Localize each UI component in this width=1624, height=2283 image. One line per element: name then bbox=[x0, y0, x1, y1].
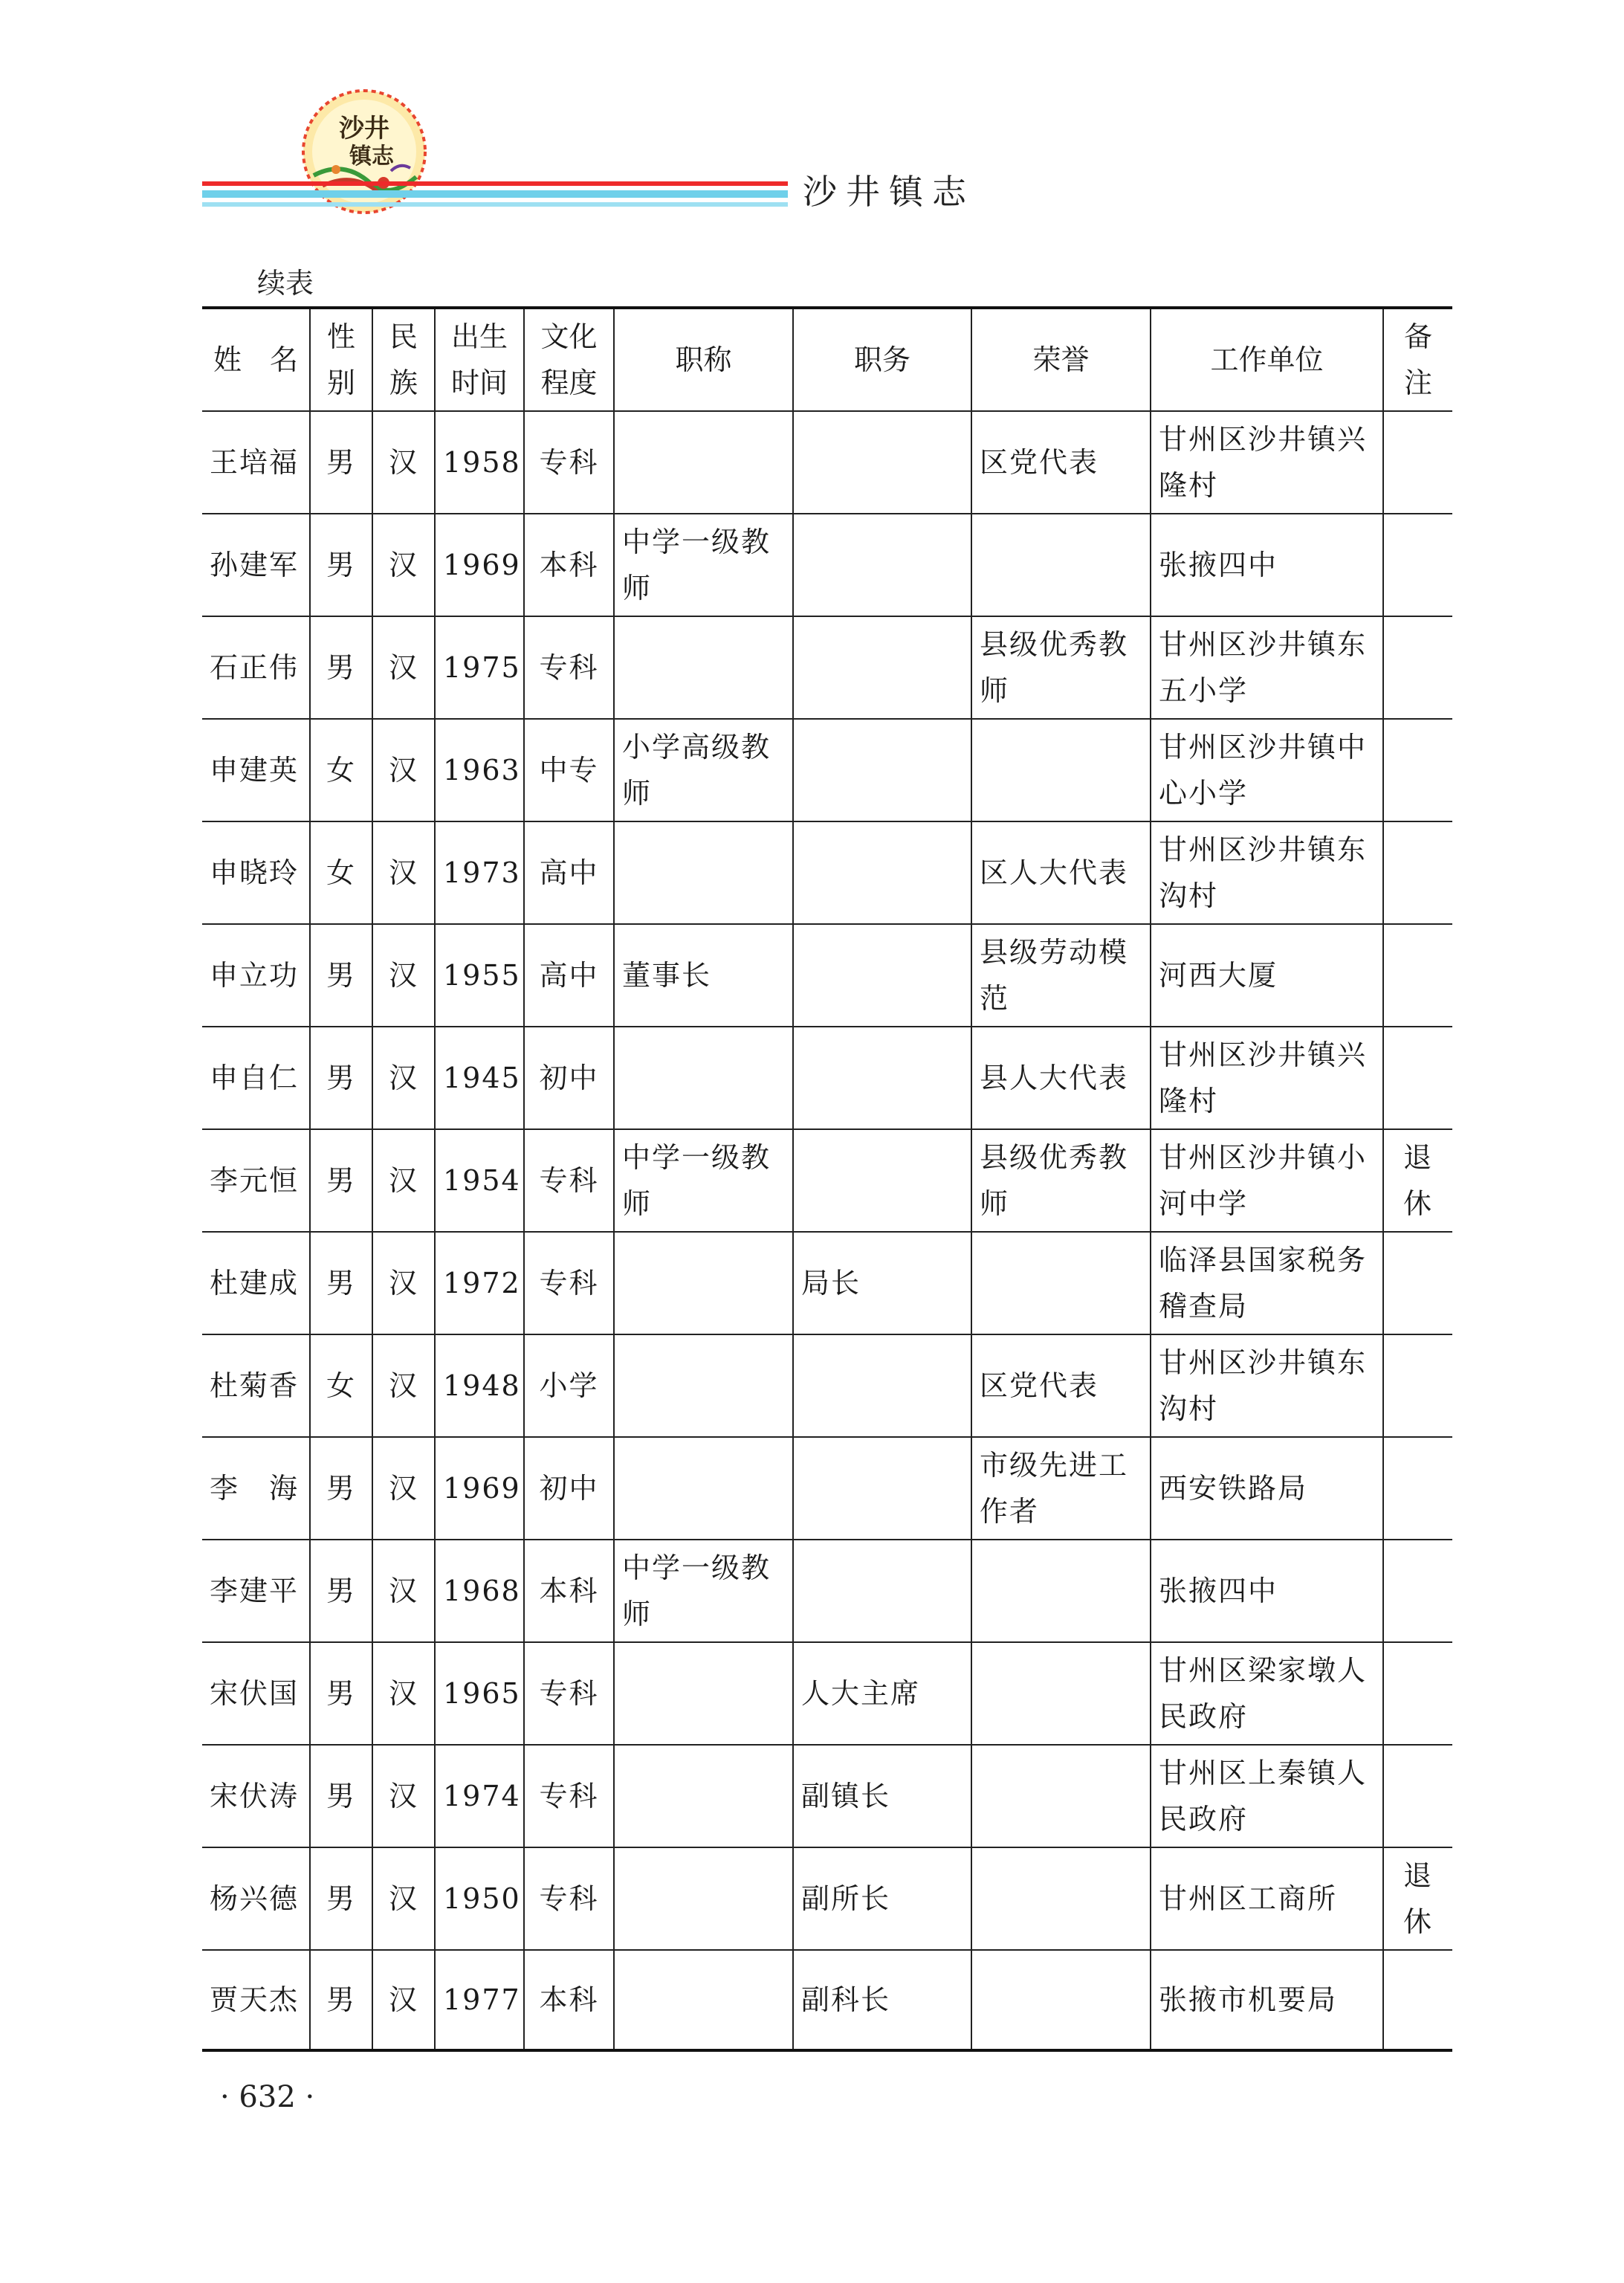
cell-col-remark bbox=[1383, 1745, 1452, 1847]
cell-col-workplace: 甘州区沙井镇中心小学 bbox=[1151, 719, 1383, 821]
cell-col-birth-year: 1974 bbox=[435, 1745, 524, 1847]
cell-col-education: 高中 bbox=[524, 924, 614, 1027]
cell-col-name: 宋伏国 bbox=[202, 1642, 310, 1745]
cell-col-gender: 男 bbox=[310, 1745, 372, 1847]
cell-col-birth-year: 1977 bbox=[435, 1950, 524, 2050]
table-row bbox=[202, 514, 1452, 616]
cell-col-workplace: 西安铁路局 bbox=[1151, 1437, 1383, 1540]
cell-col-education: 本科 bbox=[524, 1950, 614, 2050]
cell-col-title bbox=[614, 1027, 793, 1129]
cell-col-workplace: 甘州区沙井镇东五小学 bbox=[1151, 616, 1383, 719]
cell-col-ethnicity: 汉 bbox=[372, 1745, 435, 1847]
cell-col-gender: 男 bbox=[310, 411, 372, 514]
cell-col-position bbox=[793, 719, 971, 821]
cell-col-honor: 县级优秀教师 bbox=[971, 616, 1151, 719]
cell-col-name: 杜菊香 bbox=[202, 1334, 310, 1437]
cell-col-gender: 男 bbox=[310, 514, 372, 616]
cell-col-birth-year: 1963 bbox=[435, 719, 524, 821]
table-body bbox=[202, 411, 1452, 2050]
cell-col-position bbox=[793, 1027, 971, 1129]
cell-col-title bbox=[614, 1437, 793, 1540]
cell-col-name: 王培福 bbox=[202, 411, 310, 514]
cell-col-gender: 女 bbox=[310, 719, 372, 821]
cell-col-title bbox=[614, 411, 793, 514]
cell-col-title: 董事长 bbox=[614, 924, 793, 1027]
cell-col-position bbox=[793, 514, 971, 616]
cell-col-gender: 男 bbox=[310, 1540, 372, 1642]
cell-col-position bbox=[793, 616, 971, 719]
cell-col-name: 申自仁 bbox=[202, 1027, 310, 1129]
cell-col-ethnicity: 汉 bbox=[372, 616, 435, 719]
cell-col-remark bbox=[1383, 1437, 1452, 1540]
cell-col-education: 小学 bbox=[524, 1334, 614, 1437]
cell-col-remark bbox=[1383, 719, 1452, 821]
table-row bbox=[202, 719, 1452, 821]
cell-col-name: 李建平 bbox=[202, 1540, 310, 1642]
cell-col-workplace: 张掖四中 bbox=[1151, 514, 1383, 616]
cell-col-honor: 区人大代表 bbox=[971, 821, 1151, 924]
continued-label: 续表 bbox=[257, 267, 314, 300]
cell-col-birth-year: 1969 bbox=[435, 514, 524, 616]
cell-col-remark bbox=[1383, 1540, 1452, 1642]
cell-col-ethnicity: 汉 bbox=[372, 1642, 435, 1745]
cell-col-remark bbox=[1383, 1950, 1452, 2050]
cell-col-honor bbox=[971, 1642, 1151, 1745]
cell-col-title bbox=[614, 1642, 793, 1745]
cell-col-honor bbox=[971, 1950, 1151, 2050]
cell-col-position bbox=[793, 1334, 971, 1437]
cell-col-ethnicity: 汉 bbox=[372, 719, 435, 821]
header-rule-cyan-thin bbox=[202, 202, 788, 207]
cell-col-workplace: 甘州区沙井镇兴隆村 bbox=[1151, 411, 1383, 514]
cell-col-title bbox=[614, 1745, 793, 1847]
cell-col-name: 李 海 bbox=[202, 1437, 310, 1540]
cell-col-birth-year: 1975 bbox=[435, 616, 524, 719]
cell-col-ethnicity: 汉 bbox=[372, 924, 435, 1027]
cell-col-remark bbox=[1383, 1232, 1452, 1334]
personnel-table bbox=[202, 306, 1452, 2052]
table-row bbox=[202, 1437, 1452, 1540]
cell-col-title: 中学一级教师 bbox=[614, 1129, 793, 1232]
cell-col-gender: 男 bbox=[310, 616, 372, 719]
table-row bbox=[202, 1129, 1452, 1232]
cell-col-education: 专科 bbox=[524, 1847, 614, 1950]
cell-col-honor bbox=[971, 1847, 1151, 1950]
cell-col-education: 专科 bbox=[524, 1129, 614, 1232]
cell-col-ethnicity: 汉 bbox=[372, 1334, 435, 1437]
header-col-education: 文化程度 bbox=[524, 308, 614, 411]
header-col-honor: 荣誉 bbox=[971, 308, 1151, 411]
table-header-row bbox=[202, 308, 1452, 411]
cell-col-gender: 男 bbox=[310, 1232, 372, 1334]
cell-col-gender: 女 bbox=[310, 1334, 372, 1437]
cell-col-title bbox=[614, 1950, 793, 2050]
cell-col-ethnicity: 汉 bbox=[372, 1847, 435, 1950]
header-col-ethnicity: 民族 bbox=[372, 308, 435, 411]
table-row bbox=[202, 411, 1452, 514]
cell-col-title bbox=[614, 1334, 793, 1437]
cell-col-position: 人大主席 bbox=[793, 1642, 971, 1745]
cell-col-title: 小学高级教师 bbox=[614, 719, 793, 821]
cell-col-position bbox=[793, 411, 971, 514]
cell-col-name: 孙建军 bbox=[202, 514, 310, 616]
cell-col-gender: 男 bbox=[310, 1437, 372, 1540]
cell-col-birth-year: 1948 bbox=[435, 1334, 524, 1437]
cell-col-education: 中专 bbox=[524, 719, 614, 821]
cell-col-workplace: 河西大厦 bbox=[1151, 924, 1383, 1027]
cell-col-title bbox=[614, 616, 793, 719]
cell-col-position: 局长 bbox=[793, 1232, 971, 1334]
cell-col-education: 专科 bbox=[524, 1642, 614, 1745]
cell-col-birth-year: 1972 bbox=[435, 1232, 524, 1334]
cell-col-gender: 女 bbox=[310, 821, 372, 924]
cell-col-education: 专科 bbox=[524, 616, 614, 719]
cell-col-gender: 男 bbox=[310, 1642, 372, 1745]
cell-col-gender: 男 bbox=[310, 924, 372, 1027]
cell-col-name: 杨兴德 bbox=[202, 1847, 310, 1950]
cell-col-remark bbox=[1383, 1642, 1452, 1745]
cell-col-education: 专科 bbox=[524, 1745, 614, 1847]
page-header bbox=[0, 0, 1624, 223]
cell-col-workplace: 张掖四中 bbox=[1151, 1540, 1383, 1642]
cell-col-workplace: 甘州区梁家墩人民政府 bbox=[1151, 1642, 1383, 1745]
cell-col-position: 副所长 bbox=[793, 1847, 971, 1950]
cell-col-workplace: 临泽县国家税务稽查局 bbox=[1151, 1232, 1383, 1334]
cell-col-workplace: 甘州区工商所 bbox=[1151, 1847, 1383, 1950]
cell-col-ethnicity: 汉 bbox=[372, 1232, 435, 1334]
cell-col-birth-year: 1954 bbox=[435, 1129, 524, 1232]
table-row bbox=[202, 616, 1452, 719]
cell-col-ethnicity: 汉 bbox=[372, 411, 435, 514]
cell-col-gender: 男 bbox=[310, 1027, 372, 1129]
header-col-birth-year: 出生时间 bbox=[435, 308, 524, 411]
cell-col-position bbox=[793, 821, 971, 924]
cell-col-ethnicity: 汉 bbox=[372, 1129, 435, 1232]
table-row bbox=[202, 1847, 1452, 1950]
cell-col-honor: 县级劳动模范 bbox=[971, 924, 1151, 1027]
cell-col-title bbox=[614, 821, 793, 924]
cell-col-birth-year: 1973 bbox=[435, 821, 524, 924]
cell-col-remark: 退休 bbox=[1383, 1847, 1452, 1950]
cell-col-honor bbox=[971, 719, 1151, 821]
cell-col-gender: 男 bbox=[310, 1129, 372, 1232]
cell-col-ethnicity: 汉 bbox=[372, 1540, 435, 1642]
cell-col-honor: 区党代表 bbox=[971, 411, 1151, 514]
cell-col-remark bbox=[1383, 411, 1452, 514]
header-col-gender: 性别 bbox=[310, 308, 372, 411]
cell-col-title bbox=[614, 1847, 793, 1950]
cell-col-remark bbox=[1383, 924, 1452, 1027]
cell-col-ethnicity: 汉 bbox=[372, 514, 435, 616]
header-col-position: 职务 bbox=[793, 308, 971, 411]
cell-col-position bbox=[793, 1437, 971, 1540]
cell-col-education: 初中 bbox=[524, 1437, 614, 1540]
cell-col-gender: 男 bbox=[310, 1847, 372, 1950]
header-col-remark: 备注 bbox=[1383, 308, 1452, 411]
cell-col-honor: 区党代表 bbox=[971, 1334, 1151, 1437]
table-row bbox=[202, 1027, 1452, 1129]
header-col-title: 职称 bbox=[614, 308, 793, 411]
cell-col-gender: 男 bbox=[310, 1950, 372, 2050]
cell-col-honor bbox=[971, 514, 1151, 616]
cell-col-birth-year: 1945 bbox=[435, 1027, 524, 1129]
cell-col-honor bbox=[971, 1232, 1151, 1334]
cell-col-position bbox=[793, 1129, 971, 1232]
header-rule-red bbox=[202, 181, 788, 186]
table-row bbox=[202, 1745, 1452, 1847]
book-title: 沙井镇志 bbox=[803, 172, 975, 212]
cell-col-name: 李元恒 bbox=[202, 1129, 310, 1232]
cell-col-title bbox=[614, 1232, 793, 1334]
header-col-workplace: 工作单位 bbox=[1151, 308, 1383, 411]
table-row bbox=[202, 821, 1452, 924]
cell-col-name: 申晓玲 bbox=[202, 821, 310, 924]
cell-col-workplace: 甘州区沙井镇小河中学 bbox=[1151, 1129, 1383, 1232]
cell-col-position: 副镇长 bbox=[793, 1745, 971, 1847]
cell-col-education: 本科 bbox=[524, 1540, 614, 1642]
cell-col-remark: 退休 bbox=[1383, 1129, 1452, 1232]
cell-col-position: 副科长 bbox=[793, 1950, 971, 2050]
cell-col-birth-year: 1955 bbox=[435, 924, 524, 1027]
cell-col-honor bbox=[971, 1540, 1151, 1642]
table-row bbox=[202, 1950, 1452, 2050]
cell-col-name: 申立功 bbox=[202, 924, 310, 1027]
cell-col-education: 本科 bbox=[524, 514, 614, 616]
table-row bbox=[202, 1642, 1452, 1745]
table-row bbox=[202, 924, 1452, 1027]
cell-col-ethnicity: 汉 bbox=[372, 1950, 435, 2050]
cell-col-workplace: 甘州区沙井镇东沟村 bbox=[1151, 821, 1383, 924]
cell-col-birth-year: 1968 bbox=[435, 1540, 524, 1642]
cell-col-workplace: 甘州区沙井镇兴隆村 bbox=[1151, 1027, 1383, 1129]
header-rule-cyan bbox=[202, 190, 788, 198]
cell-col-remark bbox=[1383, 616, 1452, 719]
cell-col-name: 贾天杰 bbox=[202, 1950, 310, 2050]
table-row bbox=[202, 1540, 1452, 1642]
cell-col-remark bbox=[1383, 514, 1452, 616]
cell-col-workplace: 甘州区上秦镇人民政府 bbox=[1151, 1745, 1383, 1847]
cell-col-honor: 县级优秀教师 bbox=[971, 1129, 1151, 1232]
cell-col-name: 杜建成 bbox=[202, 1232, 310, 1334]
cell-col-ethnicity: 汉 bbox=[372, 1437, 435, 1540]
cell-col-birth-year: 1969 bbox=[435, 1437, 524, 1540]
cell-col-ethnicity: 汉 bbox=[372, 1027, 435, 1129]
cell-col-birth-year: 1958 bbox=[435, 411, 524, 514]
svg-text:沙井: 沙井 bbox=[339, 114, 389, 143]
svg-text:镇志: 镇志 bbox=[349, 143, 394, 169]
cell-col-education: 专科 bbox=[524, 411, 614, 514]
cell-col-workplace: 甘州区沙井镇东沟村 bbox=[1151, 1334, 1383, 1437]
cell-col-remark bbox=[1383, 1027, 1452, 1129]
cell-col-education: 高中 bbox=[524, 821, 614, 924]
page-number: · 632 · bbox=[220, 2080, 315, 2114]
cell-col-education: 专科 bbox=[524, 1232, 614, 1334]
cell-col-name: 石正伟 bbox=[202, 616, 310, 719]
cell-col-name: 宋伏涛 bbox=[202, 1745, 310, 1847]
table-row bbox=[202, 1334, 1452, 1437]
cell-col-education: 初中 bbox=[524, 1027, 614, 1129]
header-col-name: 姓 名 bbox=[202, 308, 310, 411]
cell-col-honor: 县人大代表 bbox=[971, 1027, 1151, 1129]
cell-col-remark bbox=[1383, 1334, 1452, 1437]
cell-col-position bbox=[793, 924, 971, 1027]
table-row bbox=[202, 1232, 1452, 1334]
cell-col-title: 中学一级教师 bbox=[614, 514, 793, 616]
cell-col-honor bbox=[971, 1745, 1151, 1847]
cell-col-workplace: 张掖市机要局 bbox=[1151, 1950, 1383, 2050]
cell-col-position bbox=[793, 1540, 971, 1642]
cell-col-birth-year: 1965 bbox=[435, 1642, 524, 1745]
cell-col-title: 中学一级教师 bbox=[614, 1540, 793, 1642]
cell-col-ethnicity: 汉 bbox=[372, 821, 435, 924]
cell-col-remark bbox=[1383, 821, 1452, 924]
cell-col-birth-year: 1950 bbox=[435, 1847, 524, 1950]
cell-col-name: 申建英 bbox=[202, 719, 310, 821]
cell-col-honor: 市级先进工作者 bbox=[971, 1437, 1151, 1540]
